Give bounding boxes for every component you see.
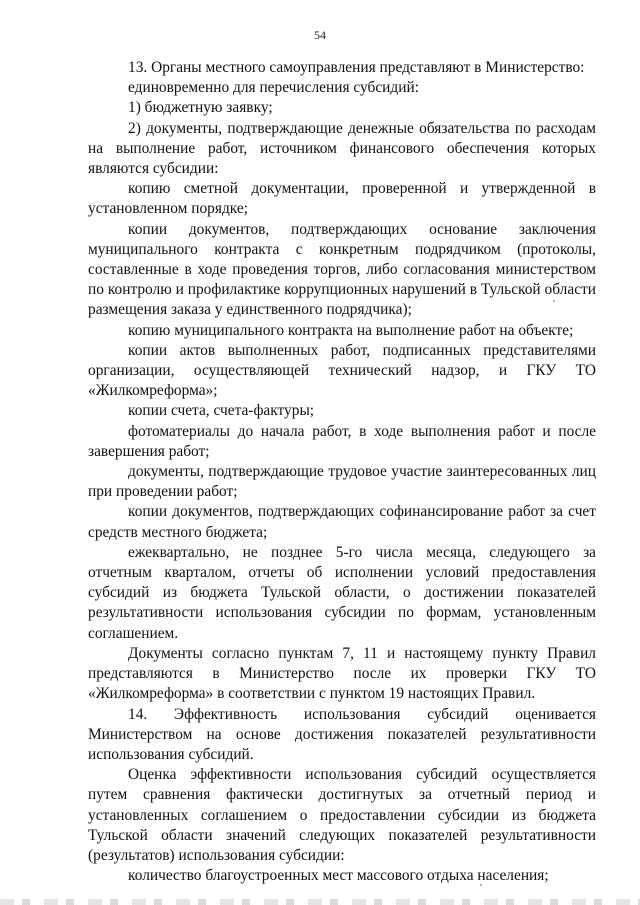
scan-speck xyxy=(480,884,482,886)
page-number: 54 xyxy=(314,28,326,42)
paragraph: копии документов, подтверждающих софинансирование работ за счет средств местного бюджета; xyxy=(88,503,596,541)
paragraph: 1) бюджетную заявку; xyxy=(128,99,273,117)
scan-speck xyxy=(553,300,555,302)
paragraph: копию муниципального контракта на выполнение работ на объекте; xyxy=(128,321,574,339)
paragraph: копии счета, счета-фактуры; xyxy=(128,402,315,420)
paragraph: количество благоустроенных мест массового отдыха населения; xyxy=(128,867,549,885)
document-body xyxy=(88,58,596,886)
scan-bottom-edge xyxy=(0,899,640,905)
paragraph: 13. Органы местного самоуправления представляют в Министерство: xyxy=(128,59,585,76)
paragraph: 14. Эффективность использования субсидий оценивается Министерством на основе достижения показателей результативности использования субсидий. xyxy=(88,705,596,763)
paragraph: Оценка эффективности использования субсидий осуществляется путем сравнения фактически достигнутых за отчетный период и установленных соглашением о предоставлении субсидии из бюджета Тульской области значений следующих показателей результативности (результатов) использования субсидии: xyxy=(88,766,596,864)
paragraph: фотоматериалы до начала работ, в ходе выполнения работ и после завершения работ; xyxy=(88,422,596,460)
paragraph: Документы согласно пунктам 7, 11 и настоящему пункту Правил представляются в Министерство после их проверки ГКУ ТО «Жилкомреформа» в соответствии с пунктом 19 настоящих Правил. xyxy=(88,644,596,703)
paragraph: ежеквартально, не позднее 5-го числа месяца, следующего за отчетным кварталом, отчеты об исполнении условий предоставления субсидий из бюджета Тульской области, о достижении показателей результативности использования субсидии по формам, установленным соглашением. xyxy=(88,543,596,642)
paragraph: копию сметной документации, проверенной и утвержденной в установленном порядке; xyxy=(88,180,596,218)
paragraph: копии актов выполненных работ, подписанных представителями организации, осуществляющей технический надзор, и ГКУ ТО «Жилкомреформа»; xyxy=(88,341,596,400)
paragraph: копии документов, подтверждающих основание заключения муниципального контракта с конкретным подрядчиком (протоколы, составленные в ходе проведения торгов, либо согласования министерством по контролю и профилактике коррупционных нарушений в Тульской области размещения заказа у единственного подрядчика); xyxy=(88,220,596,319)
paragraph: единовременно для перечисления субсидий: xyxy=(128,79,419,97)
paragraph: 2) документы, подтверждающие денежные обязательства по расходам на выполнение работ, источником финансового обеспечения которых являются субсидии: xyxy=(88,119,596,178)
paragraph: документы, подтверждающие трудовое участие заинтересованных лиц при проведении работ; xyxy=(88,463,596,501)
